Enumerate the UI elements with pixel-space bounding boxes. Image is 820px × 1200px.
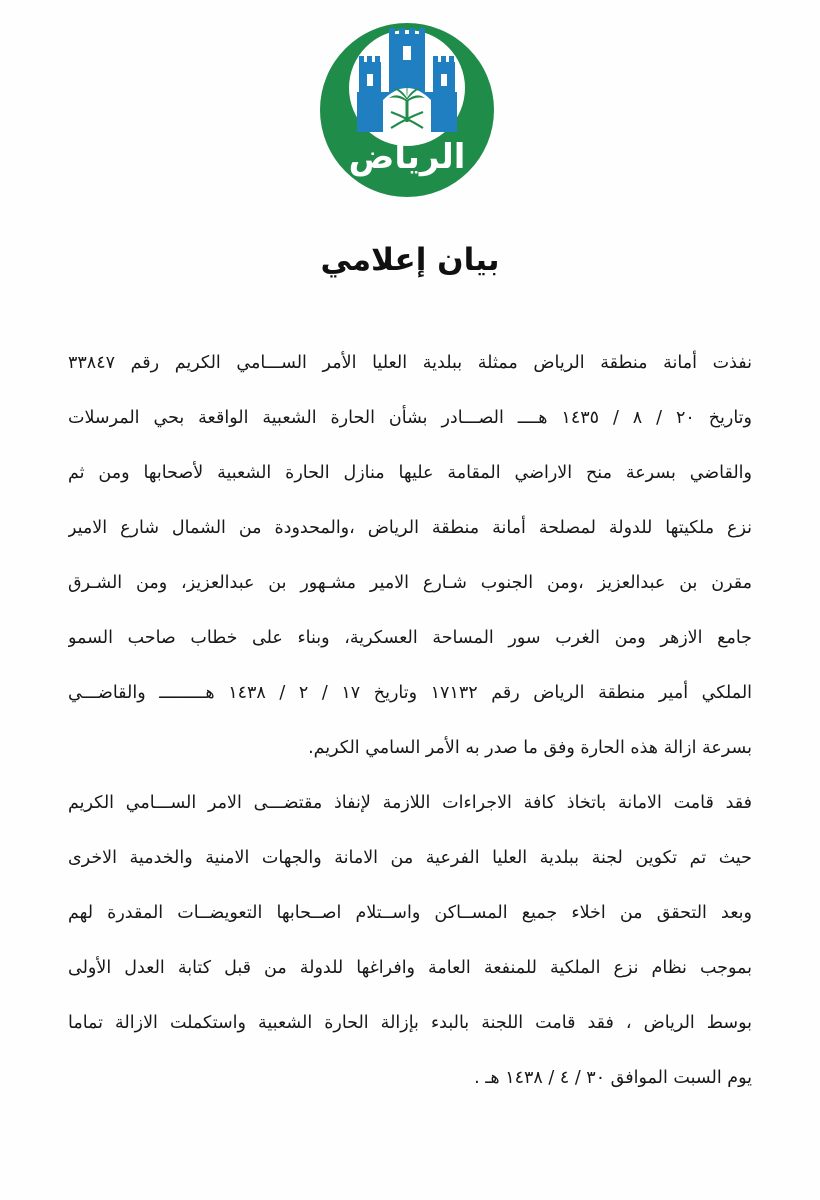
riyadh-municipality-logo [319,22,495,198]
body-line: يوم السبت الموافق ٣٠ / ٤ / ١٤٣٨ هـ . [474,1068,752,1088]
body-line: الملكي أمير منطقة الرياض رقم ١٧١٣٢ وتاريخ ١٧ / ٢ / ١٤٣٨ هـــــــــ والقاضـــي [68,683,752,703]
body-line: حيث تم تكوين لجنة ببلدية العليا الفرعية من الامانة والجهات الامنية والخدمية الاخرى [68,848,752,868]
body-line: جامع الازهر ومن الغرب سور المساحة العسكرية، وبناء على خطاب صاحب السمو [68,628,752,648]
body-line: نزع ملكيتها للدولة لمصلحة أمانة منطقة الرياض ،والمحدودة من الشمال شارع الامير [68,518,752,538]
body-line: وتاريخ ٢٠ / ٨ / ١٤٣٥ هــــ الصـــادر بشأن الحارة الشعبية الواقعة بحي المرسلات [68,408,752,428]
logo-wordmark: الرياض [348,137,466,177]
body-line: بوسط الرياض ، فقد قامت اللجنة بالبدء بإزالة الحارة الشعبية واستكملت الازالة تماما [68,1013,752,1033]
body-line: مقرن بن عبدالعزيز ،ومن الجنوب شـارع الامير مشـهور بن عبدالعزيز، ومن الشـرق [68,573,752,593]
body-line: فقد قامت الامانة باتخاذ كافة الاجراءات اللازمة لإنفاذ مقتضـــى الامر الســـامي الكريم [68,793,752,813]
document-body [68,348,752,1118]
document-title: بيان إعلامي [320,242,500,278]
logo-emblem [319,22,495,198]
body-line: بسرعة ازالة هذه الحارة وفق ما صدر به الأمر السامي الكريم. [308,738,752,758]
body-line: والقاضي بسرعة منح الاراضي المقامة عليها منازل الحارة الشعبية لأصحابها ومن ثم [68,463,752,483]
body-line: بموجب نظام نزع الملكية للمنفعة العامة وافراغها للدولة من قبل كتابة العدل الأولى [68,958,752,978]
body-line: نفذت أمانة منطقة الرياض ممثلة ببلدية العليا الأمر الســـامي الكريم رقم ٣٣٨٤٧ [68,353,752,373]
body-line: وبعد التحقق من اخلاء جميع المســاكن واســتلام اصــحابها التعويضــات المقدرة لهم [68,903,752,923]
